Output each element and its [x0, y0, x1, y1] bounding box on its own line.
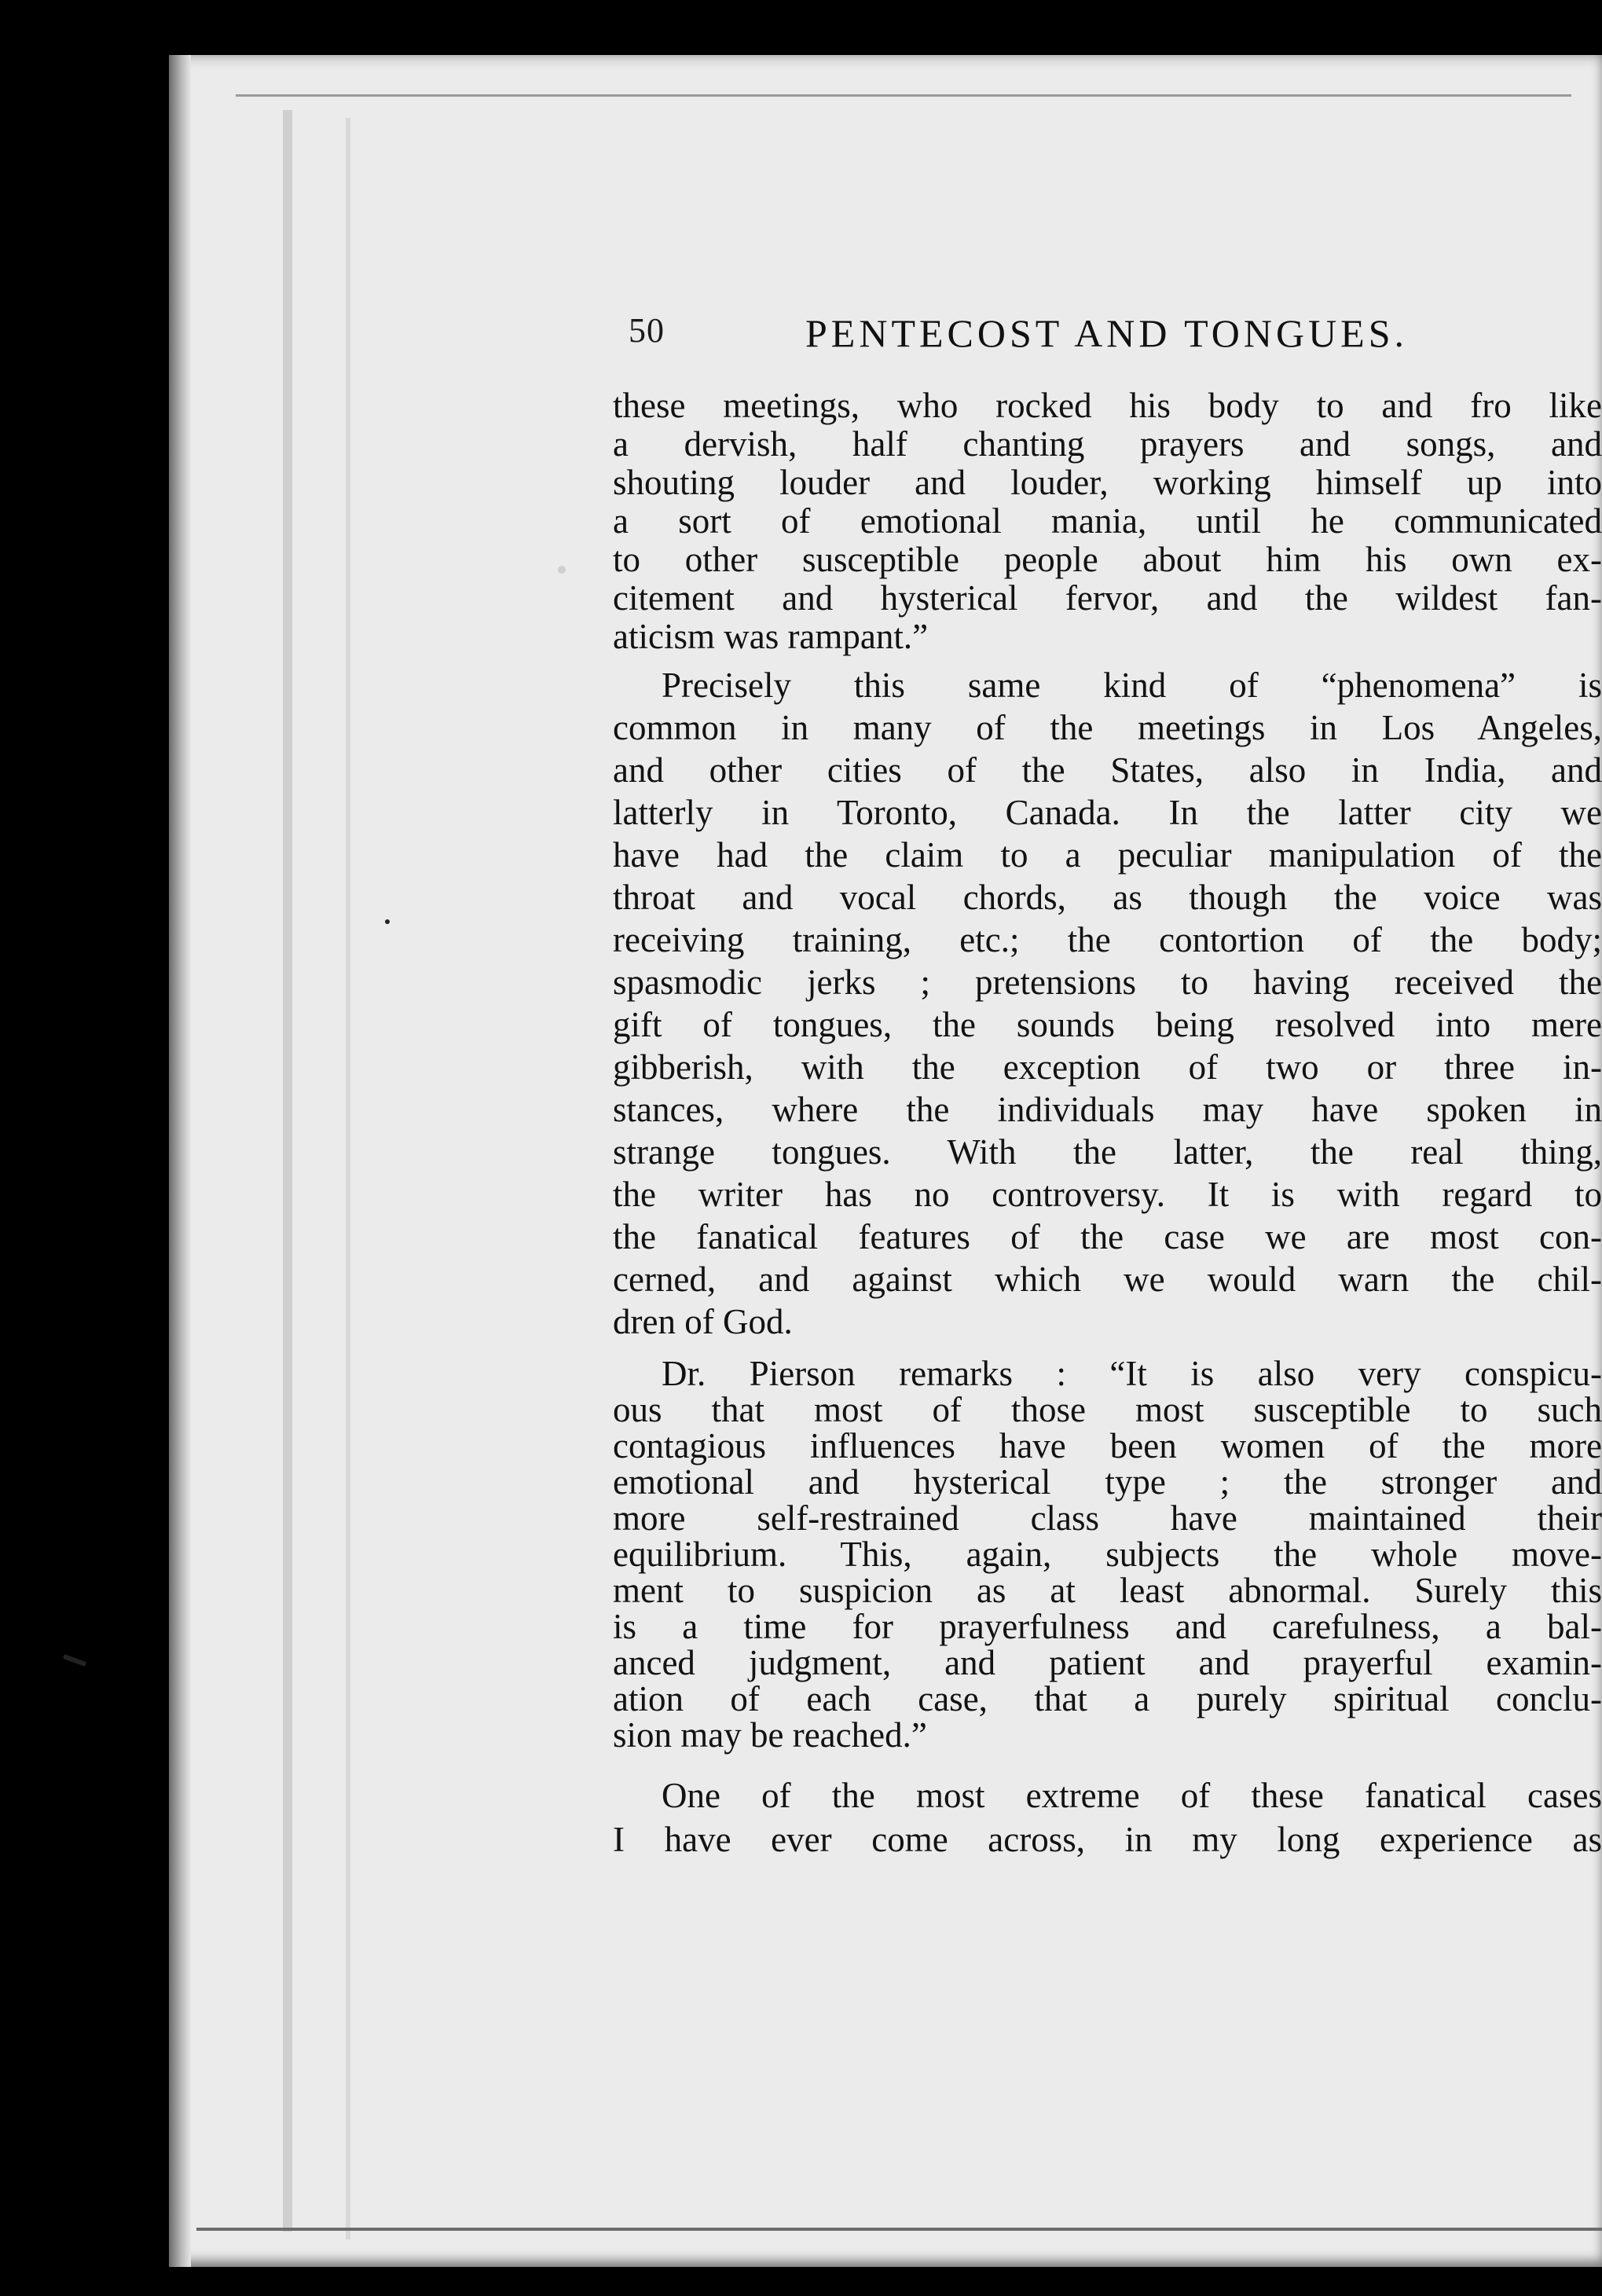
running-head: PENTECOST AND TONGUES. — [805, 311, 1409, 355]
text-line: emotional and hysterical type ; the stronger and — [613, 1462, 1602, 1502]
scan-speck — [385, 919, 390, 924]
text-line: spasmodic jerks ; pretensions to having received the — [613, 963, 1602, 1002]
paragraph — [613, 664, 1602, 1343]
scan-speck — [558, 566, 566, 574]
text-line: the fanatical features of the case we are most con- — [613, 1217, 1602, 1256]
text-line: Dr. Pierson remarks : “It is also very conspicu- — [662, 1354, 1602, 1393]
text-line: and other cities of the States, also in India, and — [613, 750, 1602, 790]
text-line: sion may be reached.” — [613, 1715, 927, 1755]
text-line: ation of each case, that a purely spiritual conclu- — [613, 1679, 1602, 1718]
text-line: common in many of the meetings in Los Angeles, — [613, 708, 1602, 747]
text-line: aticism was rampant.” — [613, 617, 929, 656]
text-line: the writer has no controversy. It is with regard to — [613, 1175, 1602, 1214]
text-line: have had the claim to a peculiar manipulation of the — [613, 835, 1602, 875]
page-body — [613, 387, 1602, 1861]
text-line: more self-restrained class have maintained their — [613, 1498, 1602, 1538]
paragraph — [613, 1773, 1602, 1861]
paragraph — [613, 1355, 1602, 1753]
text-line: receiving training, etc.; the contortion of the body; — [613, 920, 1602, 959]
page-stack-line — [236, 94, 1571, 97]
text-line: to other susceptible people about him his own ex- — [613, 540, 1602, 579]
text-line: Precisely this same kind of “phenomena” is — [662, 666, 1602, 705]
text-line: ment to suspicion as at least abnormal. Surely this — [613, 1571, 1602, 1610]
text-line: a dervish, half chanting prayers and songs, and — [613, 424, 1602, 464]
text-line: ous that most of those most susceptible to such — [613, 1390, 1602, 1429]
text-line: dren of God. — [613, 1302, 793, 1341]
page-header — [629, 310, 1602, 365]
text-line: cerned, and against which we would warn the chil- — [613, 1260, 1602, 1299]
page-stack-line — [196, 2228, 1602, 2231]
page-binding-edge — [169, 55, 191, 2267]
text-line: stances, where the individuals may have spoken in — [613, 1090, 1602, 1129]
text-line: equilibrium. This, again, subjects the whole move- — [613, 1535, 1602, 1574]
text-line: citement and hysterical fervor, and the wildest fan- — [613, 578, 1602, 618]
paragraph — [613, 387, 1602, 656]
text-line: I have ever come across, in my long experience as — [613, 1820, 1602, 1859]
text-line: a sort of emotional mania, until he communicated — [613, 501, 1602, 541]
page-number: 50 — [629, 311, 665, 350]
text-line: anced judgment, and patient and prayerful examin- — [613, 1643, 1602, 1682]
text-line: contagious influences have been women of the more — [613, 1426, 1602, 1465]
page-stack-line — [283, 110, 292, 2232]
text-line: One of the most extreme of these fanatical cases — [662, 1776, 1602, 1815]
text-line: shouting louder and louder, working himself up into — [613, 463, 1602, 502]
text-line: is a time for prayerfulness and carefulness, a bal- — [613, 1607, 1602, 1646]
text-line: throat and vocal chords, as though the voice was — [613, 878, 1602, 917]
text-line: strange tongues. With the latter, the real thing, — [613, 1132, 1602, 1172]
text-line: latterly in Toronto, Canada. In the latter city we — [613, 793, 1602, 832]
text-line: these meetings, who rocked his body to and fro like — [613, 386, 1602, 425]
text-line: gibberish, with the exception of two or three in- — [613, 1047, 1602, 1087]
page-stack-line — [346, 118, 350, 2239]
text-line: gift of tongues, the sounds being resolved into mere — [613, 1005, 1602, 1044]
